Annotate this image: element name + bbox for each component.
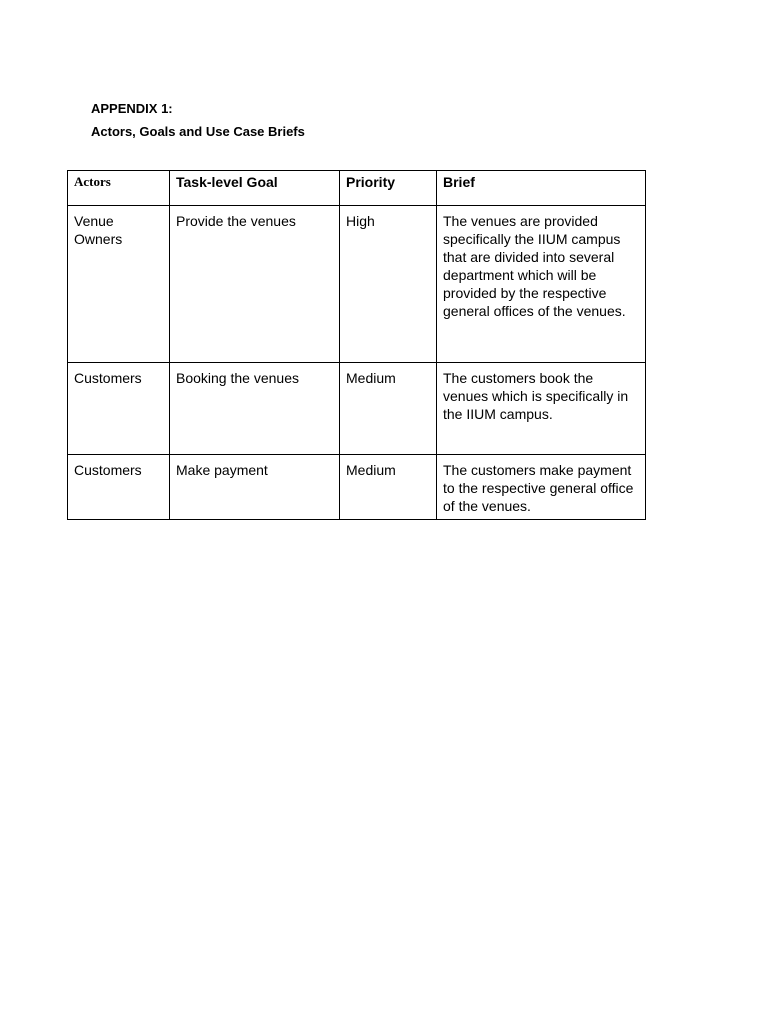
header-brief: Brief (437, 171, 646, 206)
cell-actor: Venue Owners (68, 206, 170, 363)
cell-actor: Customers (68, 455, 170, 520)
header-task-level-goal: Task-level Goal (170, 171, 340, 206)
table-row (68, 363, 646, 455)
table-header-row (68, 171, 646, 206)
cell-brief: The customers book the venues which is specifically in the IIUM campus. (437, 363, 646, 455)
cell-goal: Make payment (170, 455, 340, 520)
header-priority: Priority (340, 171, 437, 206)
table-header (68, 171, 646, 206)
appendix-subtitle: Actors, Goals and Use Case Briefs (91, 124, 305, 139)
header-actors: Actors (68, 171, 170, 206)
cell-actor: Customers (68, 363, 170, 455)
appendix-title: APPENDIX 1: (91, 101, 173, 116)
table-row (68, 206, 646, 363)
table-row (68, 455, 646, 520)
use-case-briefs-table (67, 170, 646, 520)
cell-goal: Booking the venues (170, 363, 340, 455)
cell-priority: Medium (340, 363, 437, 455)
cell-priority: High (340, 206, 437, 363)
cell-brief: The venues are provided specifically the IIUM campus that are divided into several department which will be provided by the respective general offices of the venues. (437, 206, 646, 363)
cell-brief: The customers make payment to the respective general office of the venues. (437, 455, 646, 520)
cell-goal: Provide the venues (170, 206, 340, 363)
cell-priority: Medium (340, 455, 437, 520)
appendix-heading-block (91, 97, 305, 143)
table-body (68, 206, 646, 520)
